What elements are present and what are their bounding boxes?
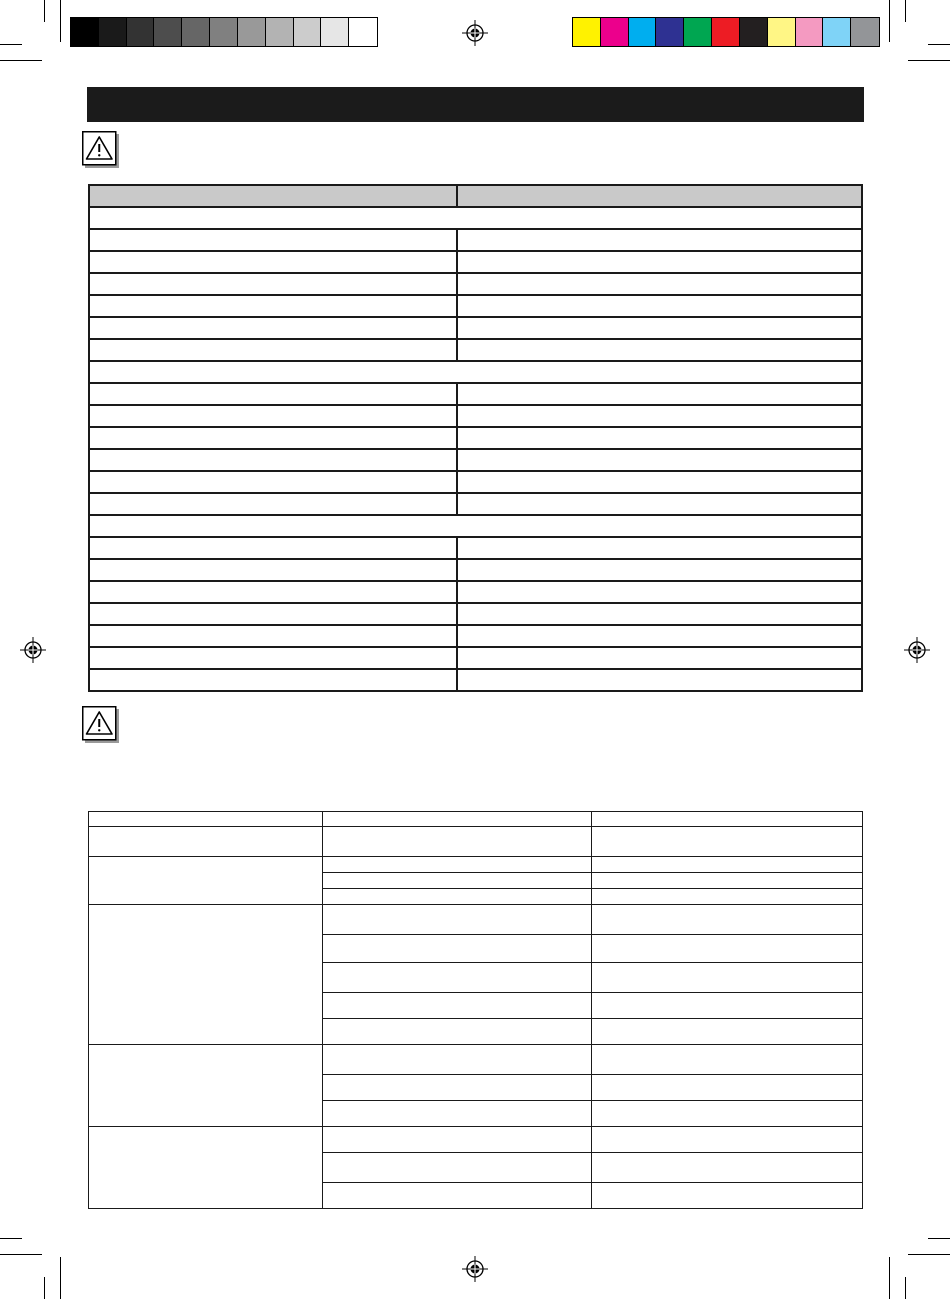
spec-name bbox=[89, 493, 457, 515]
cause-cell bbox=[323, 827, 592, 857]
spec-value bbox=[457, 317, 862, 339]
crop-mark bbox=[44, 0, 45, 22]
cause-cell bbox=[323, 993, 592, 1019]
gray-swatch bbox=[238, 18, 266, 46]
spec-name bbox=[89, 647, 457, 669]
spec-value bbox=[457, 383, 862, 405]
table-header-row bbox=[89, 185, 862, 207]
spec-name bbox=[89, 427, 457, 449]
spec-name bbox=[89, 449, 457, 471]
color-swatch bbox=[740, 18, 768, 46]
color-swatch-bar bbox=[572, 17, 880, 47]
color-swatch bbox=[601, 18, 629, 46]
table-row bbox=[89, 581, 862, 603]
column-header bbox=[89, 185, 457, 207]
crop-mark bbox=[928, 1238, 950, 1239]
table-row bbox=[89, 857, 863, 873]
column-header bbox=[89, 812, 323, 827]
warning-triangle-icon bbox=[82, 706, 120, 744]
spec-value bbox=[457, 295, 862, 317]
table-row bbox=[89, 471, 862, 493]
spec-value bbox=[457, 603, 862, 625]
section-title bbox=[89, 515, 862, 537]
crop-mark bbox=[60, 0, 61, 42]
color-swatch bbox=[573, 18, 601, 46]
table-row bbox=[89, 559, 862, 581]
spec-name bbox=[89, 603, 457, 625]
solution-cell bbox=[592, 905, 863, 935]
table-row bbox=[89, 603, 862, 625]
problem-cell bbox=[89, 1045, 323, 1127]
table-row bbox=[89, 273, 862, 295]
problem-cell bbox=[89, 857, 323, 905]
spec-value bbox=[457, 273, 862, 295]
solution-cell bbox=[592, 935, 863, 963]
spec-name bbox=[89, 229, 457, 251]
cause-cell bbox=[323, 889, 592, 905]
solution-cell bbox=[592, 963, 863, 993]
solution-cell bbox=[592, 827, 863, 857]
table-row bbox=[89, 905, 863, 935]
crop-mark bbox=[0, 60, 42, 61]
table-row bbox=[89, 427, 862, 449]
solution-cell bbox=[592, 873, 863, 889]
solution-cell bbox=[592, 1101, 863, 1127]
crop-mark bbox=[0, 1238, 22, 1239]
solution-cell bbox=[592, 889, 863, 905]
cause-cell bbox=[323, 935, 592, 963]
spec-name bbox=[89, 625, 457, 647]
grayscale-swatch-bar bbox=[70, 17, 378, 47]
spec-name bbox=[89, 537, 457, 559]
crop-mark bbox=[889, 1257, 890, 1299]
table-row bbox=[89, 493, 862, 515]
spec-name bbox=[89, 471, 457, 493]
solution-cell bbox=[592, 1075, 863, 1101]
spec-value bbox=[457, 669, 862, 691]
spec-value bbox=[457, 427, 862, 449]
table-row bbox=[89, 537, 862, 559]
crop-mark bbox=[44, 1277, 45, 1299]
spec-name bbox=[89, 581, 457, 603]
section-title bbox=[89, 207, 862, 229]
registration-mark-icon bbox=[20, 637, 46, 663]
crop-mark bbox=[905, 0, 906, 22]
cause-cell bbox=[323, 1075, 592, 1101]
table-header-row bbox=[89, 812, 863, 827]
section-header-band bbox=[87, 87, 864, 122]
table-row bbox=[89, 317, 862, 339]
problem-cell bbox=[89, 827, 323, 857]
spec-name bbox=[89, 669, 457, 691]
column-header bbox=[457, 185, 862, 207]
cause-cell bbox=[323, 1153, 592, 1183]
table-row bbox=[89, 295, 862, 317]
gray-swatch bbox=[71, 18, 99, 46]
problem-cell bbox=[89, 905, 323, 1045]
color-swatch bbox=[656, 18, 684, 46]
solution-cell bbox=[592, 1153, 863, 1183]
spec-value bbox=[457, 251, 862, 273]
troubleshooting-table bbox=[88, 811, 863, 1209]
spec-name bbox=[89, 273, 457, 295]
crop-mark bbox=[908, 60, 950, 61]
crop-mark bbox=[928, 44, 950, 45]
spec-name bbox=[89, 251, 457, 273]
spec-name bbox=[89, 295, 457, 317]
cause-cell bbox=[323, 1127, 592, 1153]
specification-table bbox=[88, 184, 863, 692]
table-row bbox=[89, 1045, 863, 1075]
gray-swatch bbox=[210, 18, 238, 46]
color-swatch bbox=[851, 18, 879, 46]
table-row bbox=[89, 625, 862, 647]
registration-mark-icon bbox=[462, 1256, 488, 1282]
spec-value bbox=[457, 625, 862, 647]
spec-value bbox=[457, 581, 862, 603]
section-row bbox=[89, 207, 862, 229]
color-swatch bbox=[768, 18, 796, 46]
color-swatch bbox=[629, 18, 657, 46]
spec-value bbox=[457, 449, 862, 471]
cause-cell bbox=[323, 857, 592, 873]
table-row bbox=[89, 449, 862, 471]
section-title bbox=[89, 361, 862, 383]
spec-value bbox=[457, 559, 862, 581]
spec-name bbox=[89, 405, 457, 427]
solution-cell bbox=[592, 1127, 863, 1153]
spec-value bbox=[457, 339, 862, 361]
table-row bbox=[89, 827, 863, 857]
table-row bbox=[89, 647, 862, 669]
spec-value bbox=[457, 471, 862, 493]
crop-mark bbox=[60, 1257, 61, 1299]
gray-swatch bbox=[127, 18, 155, 46]
spec-name bbox=[89, 383, 457, 405]
gray-swatch bbox=[154, 18, 182, 46]
spec-value bbox=[457, 493, 862, 515]
table-row bbox=[89, 229, 862, 251]
crop-mark bbox=[0, 1254, 42, 1255]
warning-triangle-icon bbox=[82, 131, 120, 169]
crop-mark bbox=[905, 1277, 906, 1299]
registration-mark-icon bbox=[462, 20, 488, 46]
spec-name bbox=[89, 559, 457, 581]
problem-cell bbox=[89, 1127, 323, 1209]
color-swatch bbox=[712, 18, 740, 46]
table-row bbox=[89, 251, 862, 273]
solution-cell bbox=[592, 1045, 863, 1075]
spec-name bbox=[89, 317, 457, 339]
gray-swatch bbox=[321, 18, 349, 46]
cause-cell bbox=[323, 963, 592, 993]
solution-cell bbox=[592, 1183, 863, 1209]
gray-swatch bbox=[266, 18, 294, 46]
registration-mark-icon bbox=[904, 637, 930, 663]
solution-cell bbox=[592, 857, 863, 873]
color-swatch bbox=[823, 18, 851, 46]
column-header bbox=[323, 812, 592, 827]
cause-cell bbox=[323, 1045, 592, 1075]
table-row bbox=[89, 405, 862, 427]
solution-cell bbox=[592, 1019, 863, 1045]
column-header bbox=[592, 812, 863, 827]
gray-swatch bbox=[99, 18, 127, 46]
cause-cell bbox=[323, 905, 592, 935]
cause-cell bbox=[323, 1183, 592, 1209]
spec-value bbox=[457, 405, 862, 427]
spec-value bbox=[457, 229, 862, 251]
spec-value bbox=[457, 647, 862, 669]
cause-cell bbox=[323, 1019, 592, 1045]
gray-swatch bbox=[349, 18, 377, 46]
table-row bbox=[89, 669, 862, 691]
solution-cell bbox=[592, 993, 863, 1019]
table-row bbox=[89, 383, 862, 405]
table-row bbox=[89, 1127, 863, 1153]
table-row bbox=[89, 339, 862, 361]
crop-mark bbox=[908, 1254, 950, 1255]
color-swatch bbox=[684, 18, 712, 46]
section-row bbox=[89, 361, 862, 383]
gray-swatch bbox=[182, 18, 210, 46]
section-row bbox=[89, 515, 862, 537]
gray-swatch bbox=[294, 18, 322, 46]
cause-cell bbox=[323, 1101, 592, 1127]
spec-name bbox=[89, 339, 457, 361]
crop-mark bbox=[0, 44, 22, 45]
color-swatch bbox=[796, 18, 824, 46]
cause-cell bbox=[323, 873, 592, 889]
crop-mark bbox=[889, 0, 890, 42]
spec-value bbox=[457, 537, 862, 559]
